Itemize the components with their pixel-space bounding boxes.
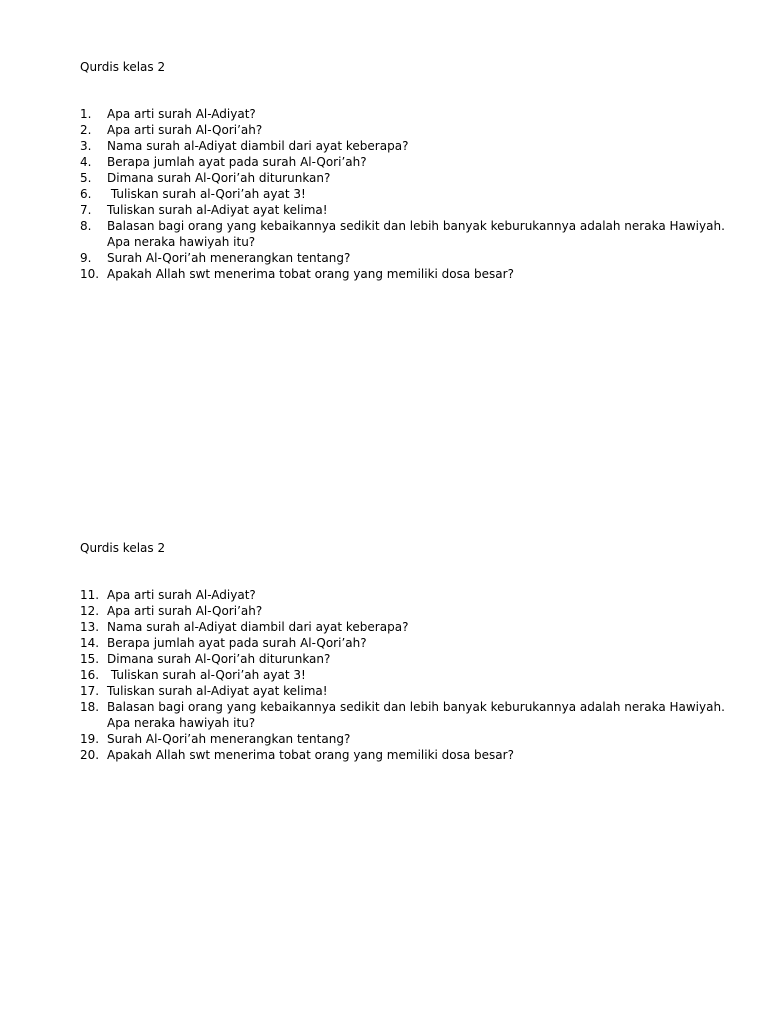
question-text: Balasan bagi orang yang kebaikannya sedikit dan lebih banyak keburukannya adalah neraka Hawiyah. Apa neraka hawiyah itu? (107, 219, 729, 249)
question-number: 1. (80, 107, 92, 121)
question-item (80, 122, 740, 138)
question-number: 16. (80, 668, 100, 682)
question-number: 13. (80, 620, 100, 634)
question-text: Apa arti surah Al-Qori’ah? (107, 123, 263, 137)
question-number: 10. (80, 267, 100, 281)
question-item (80, 683, 740, 699)
section-title: Qurdis kelas 2 (80, 60, 166, 74)
question-number: 15. (80, 652, 100, 666)
question-text: Apakah Allah swt menerima tobat orang yang memiliki dosa besar? (107, 267, 514, 281)
question-text: Apa arti surah Al-Adiyat? (107, 107, 256, 121)
section-title: Qurdis kelas 2 (80, 541, 166, 555)
question-item (80, 651, 740, 667)
question-number: 2. (80, 123, 92, 137)
question-number: 7. (80, 203, 92, 217)
question-text: Apa arti surah Al-Qori’ah? (107, 604, 263, 618)
question-number: 4. (80, 155, 92, 169)
question-list (80, 587, 740, 763)
question-item (80, 186, 740, 202)
question-item (80, 202, 740, 218)
question-item (80, 170, 740, 186)
question-text: Tuliskan surah al-Qori’ah ayat 3! (107, 187, 306, 201)
question-text: Tuliskan surah al-Adiyat ayat kelima! (107, 203, 328, 217)
question-text: Balasan bagi orang yang kebaikannya sedikit dan lebih banyak keburukannya adalah neraka Hawiyah. Apa neraka hawiyah itu? (107, 700, 729, 730)
question-text: Berapa jumlah ayat pada surah Al-Qori’ah? (107, 636, 367, 650)
question-item (80, 154, 740, 170)
question-item (80, 635, 740, 651)
question-text: Surah Al-Qori’ah menerangkan tentang? (107, 251, 351, 265)
question-number: 5. (80, 171, 92, 185)
question-item (80, 138, 740, 154)
question-item (80, 250, 740, 266)
question-number: 19. (80, 732, 100, 746)
question-item (80, 747, 740, 763)
question-number: 11. (80, 588, 100, 602)
question-text: Apakah Allah swt menerima tobat orang yang memiliki dosa besar? (107, 748, 514, 762)
question-item (80, 699, 740, 731)
question-number: 3. (80, 139, 92, 153)
question-text: Berapa jumlah ayat pada surah Al-Qori’ah? (107, 155, 367, 169)
question-number: 8. (80, 219, 92, 233)
question-text: Tuliskan surah al-Qori’ah ayat 3! (107, 668, 306, 682)
question-section-1 (80, 59, 740, 282)
question-item (80, 667, 740, 683)
question-number: 6. (80, 187, 92, 201)
question-item (80, 106, 740, 122)
question-text: Dimana surah Al-Qori’ah diturunkan? (107, 652, 331, 666)
question-text: Apa arti surah Al-Adiyat? (107, 588, 256, 602)
question-item (80, 731, 740, 747)
question-list (80, 106, 740, 282)
question-text: Surah Al-Qori’ah menerangkan tentang? (107, 732, 351, 746)
question-text: Nama surah al-Adiyat diambil dari ayat keberapa? (107, 620, 409, 634)
question-number: 18. (80, 700, 100, 714)
question-number: 14. (80, 636, 100, 650)
question-text: Tuliskan surah al-Adiyat ayat kelima! (107, 684, 328, 698)
question-item (80, 603, 740, 619)
question-number: 20. (80, 748, 100, 762)
question-number: 12. (80, 604, 100, 618)
question-text: Dimana surah Al-Qori’ah diturunkan? (107, 171, 331, 185)
question-item (80, 619, 740, 635)
question-item (80, 587, 740, 603)
question-item (80, 218, 740, 250)
question-number: 17. (80, 684, 100, 698)
question-number: 9. (80, 251, 92, 265)
question-text: Nama surah al-Adiyat diambil dari ayat keberapa? (107, 139, 409, 153)
question-item (80, 266, 740, 282)
question-section-2 (80, 540, 740, 763)
